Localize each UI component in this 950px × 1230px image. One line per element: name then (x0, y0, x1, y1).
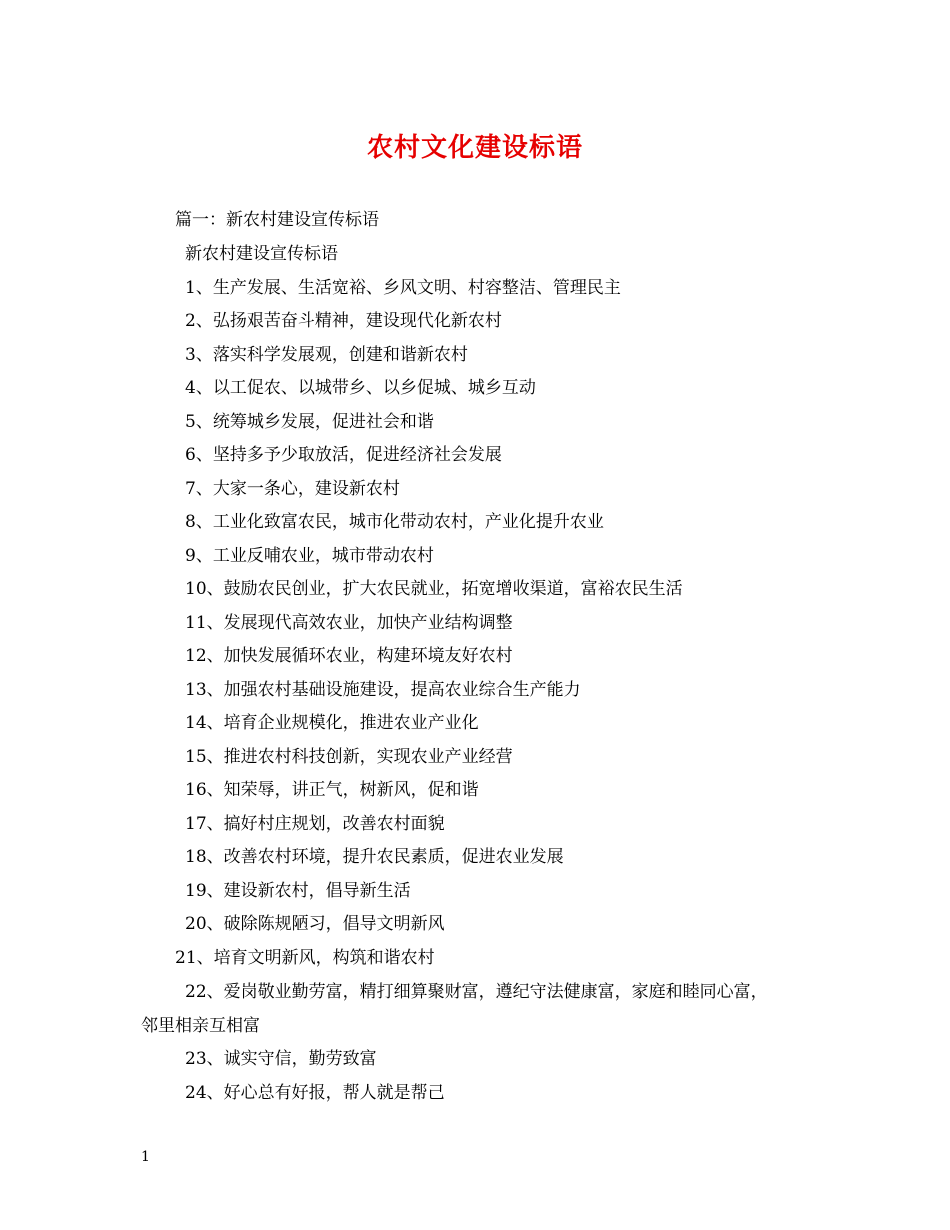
list-item: 15、推进农村科技创新，实现农业产业经营 (185, 747, 513, 767)
list-item: 8、工业化致富农民，城市化带动农村，产业化提升农业 (185, 512, 604, 532)
list-item: 14、培育企业规模化，推进农业产业化 (185, 713, 479, 733)
list-item: 23、诚实守信，勤劳致富 (185, 1049, 377, 1069)
list-item: 16、知荣辱，讲正气，树新风，促和谐 (185, 780, 479, 800)
list-item: 18、改善农村环境，提升农民素质，促进农业发展 (185, 847, 564, 867)
list-item: 12、加快发展循环农业，构建环境友好农村 (185, 646, 513, 666)
list-item: 22、爱岗敬业勤劳富，精打细算聚财富，遵纪守法健康富，家庭和睦同心富， (185, 982, 768, 1002)
list-item: 9、工业反哺农业，城市带动农村 (185, 546, 434, 566)
list-item: 17、搞好村庄规划，改善农村面貌 (185, 814, 445, 834)
list-item: 20、破除陈规陋习，倡导文明新风 (185, 914, 445, 934)
list-item: 3、落实科学发展观，创建和谐新农村 (185, 345, 468, 365)
list-item: 6、坚持多予少取放活，促进经济社会发展 (185, 445, 502, 465)
list-item: 4、以工促农、以城带乡、以乡促城、城乡互动 (185, 378, 536, 398)
list-item: 19、建设新农村，倡导新生活 (185, 881, 411, 901)
list-item: 13、加强农村基础设施建设，提高农业综合生产能力 (185, 680, 581, 700)
section-heading: 篇一：新农村建设宣传标语 (175, 210, 379, 230)
page-number: 1 (141, 1149, 150, 1165)
list-item: 10、鼓励农民创业，扩大农民就业，拓宽增收渠道，富裕农民生活 (185, 579, 683, 599)
list-item-continuation: 邻里相亲互相富 (141, 1016, 260, 1036)
list-item: 24、好心总有好报，帮人就是帮己 (185, 1083, 445, 1103)
subheading: 新农村建设宣传标语 (185, 244, 338, 264)
list-item: 21、培育文明新风，构筑和谐农村 (175, 948, 435, 968)
list-item: 2、弘扬艰苦奋斗精神，建设现代化新农村 (185, 311, 502, 331)
document-title: 农村文化建设标语 (366, 133, 583, 163)
list-item: 7、大家一条心，建设新农村 (185, 479, 400, 499)
list-item: 11、发展现代高效农业，加快产业结构调整 (185, 613, 513, 633)
list-item: 5、统筹城乡发展，促进社会和谐 (185, 412, 434, 432)
list-item: 1、生产发展、生活宽裕、乡风文明、村容整洁、管理民主 (185, 278, 621, 298)
